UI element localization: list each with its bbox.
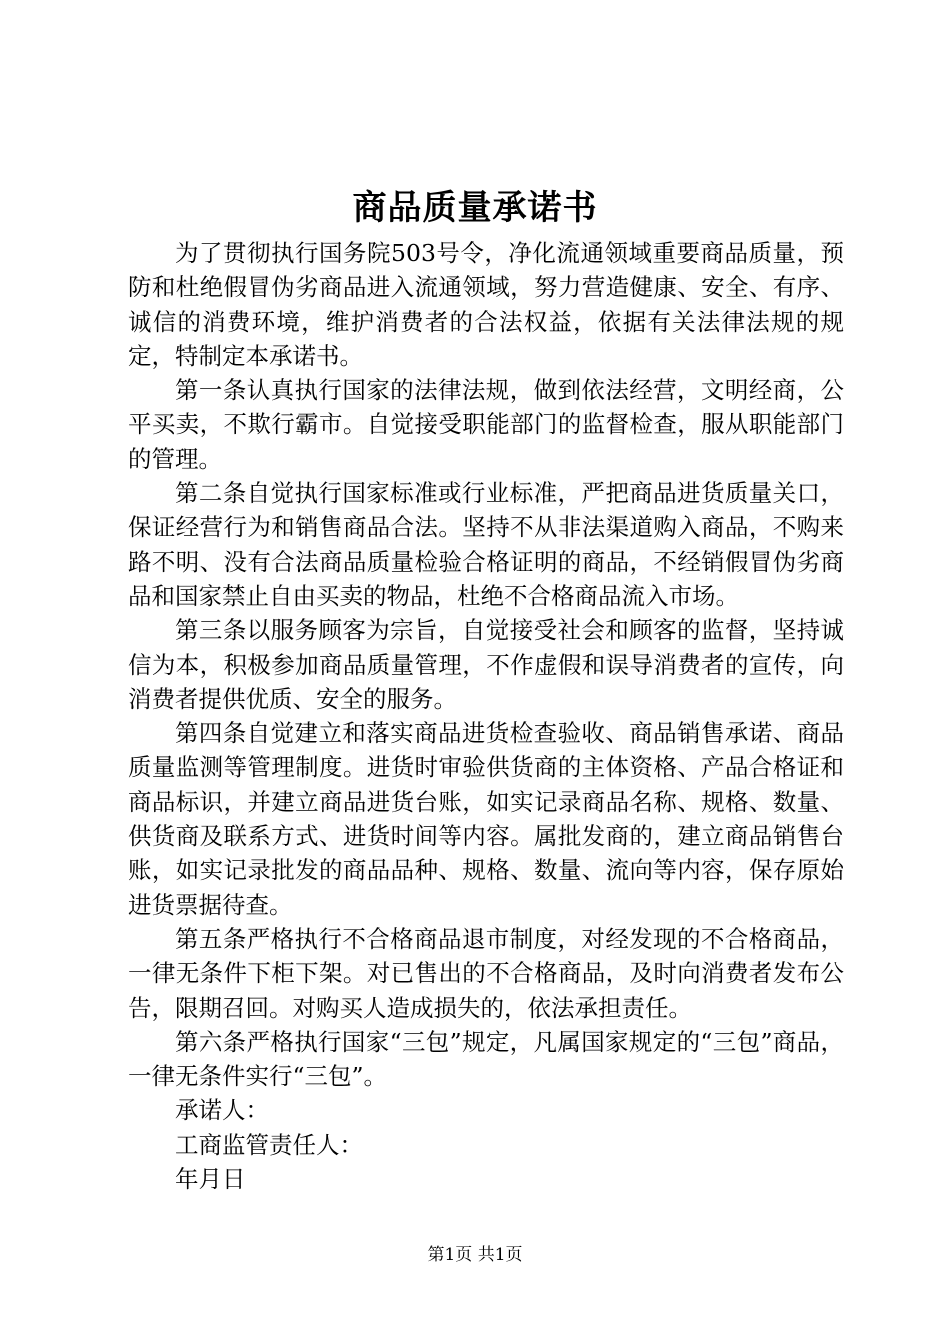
supervisor-line: 工商监管责任人： xyxy=(175,1130,363,1159)
article-2-paragraph: 第二条自觉执行国家标准或行业标准，严把商品进货质量关口，保证经营行为和销售商品合法。坚持不从非法渠道购入商品，不购来路不明、没有合法商品质量检验合格证明的商品，不经销假冒伪劣商品和国家禁止自由买卖的物品，杜绝不合格商品流入市场。 xyxy=(128,479,844,610)
article-3-paragraph: 第三条以服务顾客为宗旨，自觉接受社会和顾客的监督，坚持诚信为本，积极参加商品质量管理，不作虚假和误导消费者的宣传，向消费者提供优质、安全的服务。 xyxy=(128,616,844,713)
document-body xyxy=(128,236,844,1196)
article-5-paragraph: 第五条严格执行不合格商品退市制度，对经发现的不合格商品，一律无条件下柜下架。对已售出的不合格商品，及时向消费者发布公告，限期召回。对购买人造成损失的，依法承担责任。 xyxy=(128,924,844,1022)
article-4-paragraph: 第四条自觉建立和落实商品进货检查验收、商品销售承诺、商品质量监测等管理制度。进货时审验供货商的主体资格、产品合格证和商品标识，并建立商品进货台账，如实记录商品名称、规格、数量、供货商及联系方式、进货时间等内容。属批发商的，建立商品销售台账，如实记录批发的商品品种、规格、数量、流向等内容，保存原始进货票据待查。 xyxy=(128,719,844,919)
promisor-line: 承诺人： xyxy=(175,1096,269,1125)
date-line: 年月日 xyxy=(175,1165,246,1194)
page-title: 商品质量承诺书 xyxy=(352,188,598,228)
article-1-paragraph: 第一条认真执行国家的法律法规，做到依法经营，文明经商，公平买卖，不欺行霸市。自觉接受职能部门的监督检查，服从职能部门的管理。 xyxy=(128,376,844,473)
page-footer: 第1页 共1页 xyxy=(427,1245,523,1265)
intro-paragraph: 为了贯彻执行国务院503号令，净化流通领域重要商品质量，预防和杜绝假冒伪劣商品进入流通领域，努力营造健康、安全、有序、诚信的消费环境，维护消费者的合法权益，依据有关法律法规的规定，特制定本承诺书。 xyxy=(128,239,844,370)
article-6-paragraph: 第六条严格执行国家“三包”规定，凡属国家规定的“三包”商品，一律无条件实行“三包”。 xyxy=(128,1027,844,1091)
